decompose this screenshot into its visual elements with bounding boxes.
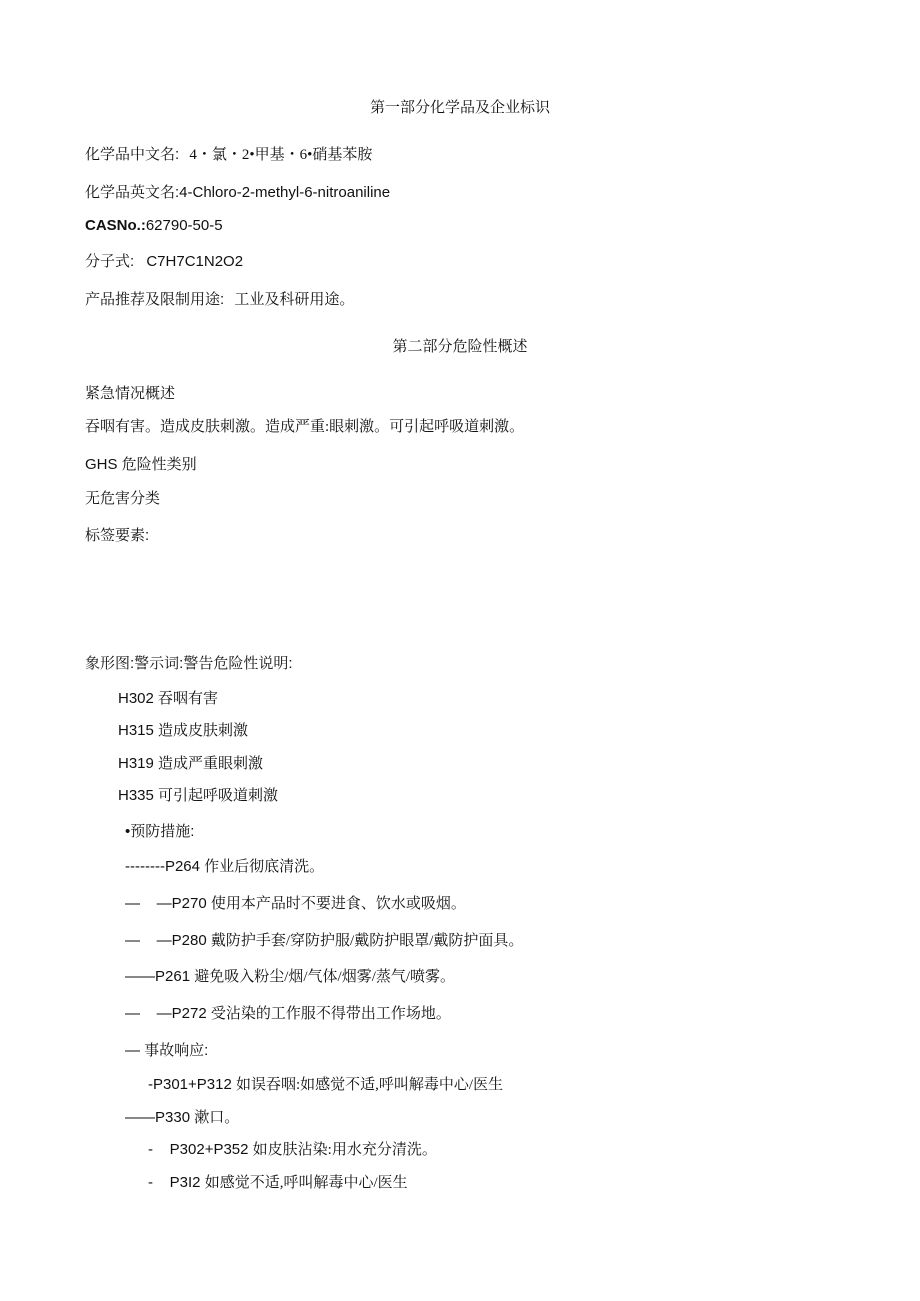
- statement-text: 如感觉不适,呼叫解毒中心/医生: [204, 1175, 408, 1191]
- label-elements: 标签要素:: [85, 527, 150, 544]
- en-name-value: 4-Chloro-2-methyl-6-nitroaniline: [179, 184, 391, 201]
- statement-code: --------P264: [125, 858, 200, 875]
- statement-text: 如误吞咽:如感觉不适,呼叫解毒中心/医生: [236, 1077, 504, 1093]
- hazard-statement: [118, 689, 218, 709]
- statement-text: 受沾染的工作服不得带出工作场地。: [210, 1006, 451, 1022]
- prevention-item: [125, 894, 466, 914]
- statement-text: 使用本产品时不要进食、饮水或吸烟。: [210, 896, 466, 912]
- response-item: [148, 1075, 503, 1095]
- statement-text: 戴防护手套/穿防护服/戴防护眼罩/戴防护面具。: [210, 933, 524, 949]
- prevention-item: [125, 931, 523, 951]
- statement-code: -P301+P312: [148, 1076, 232, 1093]
- cn-name-label: 化学品中文名:: [85, 146, 180, 163]
- hazard-statement: [118, 721, 248, 741]
- prevention-item: [125, 967, 455, 987]
- response-item: [148, 1173, 408, 1193]
- statement-code: — —P270: [125, 895, 207, 912]
- prevention-item: [125, 1004, 451, 1024]
- cas-value: 62790-50-5: [145, 217, 223, 234]
- section1-title: 第一部分化学品及企业标识: [369, 99, 550, 116]
- cas-row: [85, 216, 223, 236]
- emergency-text: 吞咽有害。造成皮肤刺激。造成严重:眼刺激。可引起呼吸道刺激。: [85, 419, 525, 435]
- cn-name-row: [85, 145, 372, 165]
- statement-code: - P302+P352: [148, 1141, 249, 1158]
- pictogram-line: 象形图:警示词:警告危险性说明:: [85, 655, 293, 672]
- usage-row: [85, 290, 354, 310]
- statement-code: ——P330: [125, 1109, 191, 1126]
- response-item: [125, 1108, 239, 1128]
- usage-value: 工业及科研用途。: [234, 292, 355, 308]
- response-item: [148, 1140, 437, 1160]
- formula-row: [85, 252, 243, 272]
- statement-text: 漱口。: [194, 1110, 240, 1126]
- hazard-code: H302: [118, 690, 154, 707]
- cn-name-value: 4・氯・2•甲基・6•硝基苯胺: [189, 147, 373, 163]
- ghs-value: 无危害分类: [85, 491, 161, 507]
- en-name-label: 化学品英文名:: [85, 184, 180, 201]
- statement-code: — —P272: [125, 1005, 207, 1022]
- section2-title: 第二部分危险性概述: [392, 338, 528, 355]
- emergency-label: 紧急情况概述: [85, 385, 176, 402]
- statement-code: - P3I2: [148, 1174, 201, 1191]
- hazard-text: 造成严重眼刺激: [158, 756, 264, 772]
- usage-label: 产品推荐及限制用途:: [85, 291, 225, 308]
- formula-value: C7H7C1N2O2: [146, 253, 244, 270]
- statement-code: — —P280: [125, 932, 207, 949]
- prevention-title: •预防措施:: [125, 823, 195, 840]
- hazard-text: 吞咽有害: [158, 691, 219, 707]
- cas-label: CASNo.:: [85, 217, 146, 234]
- formula-label: 分子式:: [85, 253, 135, 270]
- hazard-statement: [118, 786, 278, 806]
- hazard-code: H319: [118, 755, 154, 772]
- statement-code: ——P261: [125, 968, 191, 985]
- hazard-statement: [118, 754, 263, 774]
- en-name-row: [85, 183, 390, 203]
- hazard-text: 造成皮肤刺激: [158, 723, 249, 739]
- statement-text: 作业后彻底清洗。: [204, 859, 325, 875]
- response-title: — 事故响应:: [125, 1042, 209, 1059]
- hazard-code: H315: [118, 722, 154, 739]
- prevention-item: [125, 857, 324, 877]
- statement-text: 避免吸入粉尘/烟/气体/烟雾/蒸气/喷雾。: [194, 969, 456, 985]
- hazard-text: 可引起呼吸道刺激: [158, 788, 279, 804]
- ghs-label: GHS 危险性类别: [85, 456, 197, 473]
- hazard-code: H335: [118, 787, 154, 804]
- statement-text: 如皮肤沾染:用水充分清洗。: [252, 1142, 437, 1158]
